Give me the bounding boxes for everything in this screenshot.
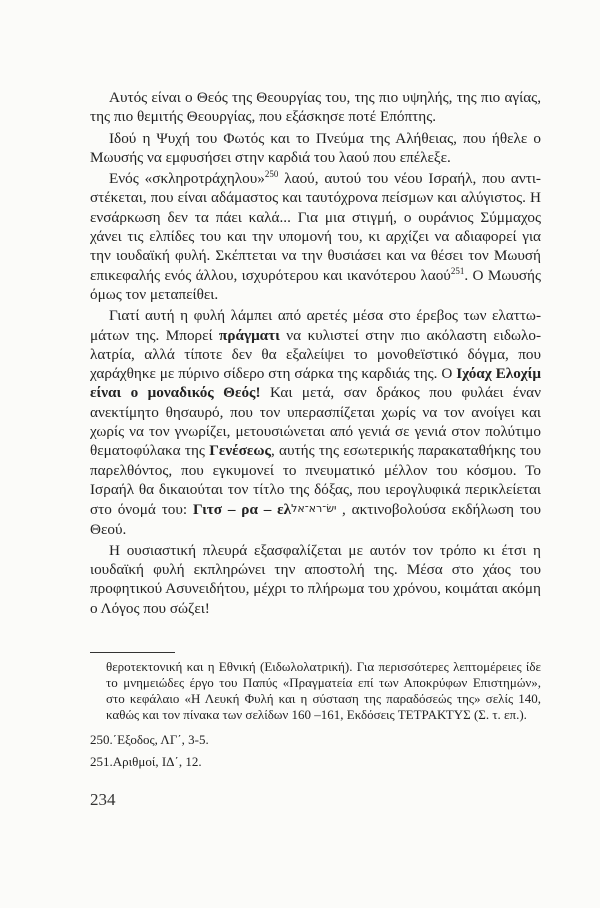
emphasis-text: Γιτσ – ρα – ελ [192,501,292,519]
footnote-continuation: θεροτεκτονική και η Εθνική (Ειδωλολατρική). Για περισσότερες λεπτομέρειες ίδε το μνημειώδες έργο του Παπύς «Πραγματεία επί των Αποκρύφων Επιστημών», στο κεφάλαιο «Η Λευκή Φυλή και η σύσταση της παραδόσεώς της» σελίς 140, καθώς και τον πίνακα των σελίδων 160 –161, Εκδόσεις ΤΕΤΡΑΚΤΥΣ (Σ. τ. επ.). [106,659,541,722]
footnote-250 [90,732,209,748]
hebrew-text: ישׂ־רא־אל [291,502,342,516]
paragraph [90,169,541,304]
text-segment: Και μετά, σαν δράκος που φυλάει έναν ανεκτίμητο θησαυρό, που τον υπερασπίζεται χωρίς να τον ανοίγει και χωρίς να τον γνωρίζει, μετουσιώνεται από γενιά σε γενιά στον πολύτιμο θεματοφύλακα της [90,384,541,460]
text-segment: Γιατί αυτή η φυλή λάμπει από αρετές μέσα στο έρεβος των ελαττωμάτων της. Μπορεί [90,307,541,344]
page-number: 234 [90,790,116,809]
paragraph [90,88,541,127]
paragraph [90,129,541,168]
emphasis-text: Γενέσεως [209,442,271,460]
footnote-reference: 250 [264,169,279,180]
paragraph [90,541,541,618]
text-segment: Η ουσιαστική πλευρά εξασφαλίζεται με αυτόν τον τρόπο κι έτσι η ιουδαϊκή φυλή εκπληρώνει την αποστολή της. Μέσα στο χάος του προφητικού Ασυνειδήτου, μέχρι το πλήρωμα του χρόνου, κοιμάται ακόμη ο Λόγος που σώζει! [90,541,541,617]
text-segment: . Ο Μωυσής όμως τον μεταπείθει. [90,266,541,303]
text-segment: Αυτός είναι ο Θεός της Θεουργίας του, της πιο υψηλής, της πιο αγίας, της πιο θεμιτής Θεουργίας, που εξάσκησε ποτέ Επόπτης. [90,89,541,126]
text-segment: Ιδού η Ψυχή του Φωτός και το Πνεύμα της Αλήθειας, που ήθελε ο Μωυσής να εμφυσήσει στην καρδιά του λαού που επέλεξε. [90,129,541,166]
text-segment: , ακτινοβολούσα εκδήλωση του Θεού. [90,501,541,538]
footnote-reference: 251 [450,265,465,276]
footnote-number: 251. [90,754,113,769]
text-segment: Ενός «σκληροτράχηλου» [109,170,265,188]
emphasis-text: πράγματι [219,326,280,344]
body-text [90,88,541,618]
text-segment: να κυλιστεί στην πιο ακόλαστη ειδωλολατρία, αλλά τίποτε δεν θα εξαλείψει το μονοθεϊστικό δόγμα, που χαράχθηκε με πύρινο σίδερο στη σάρκα της καρδιάς της. Ο [90,326,542,383]
footnote-number: 250. [90,732,113,747]
paragraph [90,306,541,539]
footnote-text: Αριθμοί, ΙΔ΄, 12. [112,754,202,769]
footnote-text: ΄Εξοδος, ΛΓ΄, 3-5. [112,732,209,747]
emphasis-text: Ιχόαχ Ελοχίμ είναι ο μοναδικός Θεός! [90,365,541,402]
footnote-separator [90,652,175,653]
text-segment: λαού, αυτού του νέου Ισραήλ, που αντιστέκεται, που είναι αδάμαστος και ταυτόχρονα πείσμων και αλύγιστος. Η ενσάρκωση δεν τα πάει καλά... Για μια στιγμή, ο ουράνιος Σύμμαχος χάνει τις ελπίδες του και την υπομονή του, κι αρχίζει να αδιαφορεί για την ιουδαϊκή φυλή. Σκέπτεται να την θυσιάσει και να θέσει τον Μωυσή επικεφαλής ενός άλλου, ισχυρότερου και ικανότερου λαού [90,170,541,284]
text-segment: , αυτής της εσωτερικής παρακαταθήκης του παρελθόντος, που εγκυμονεί το πνευματικό μέλλον του κόσμου. Το Ισραήλ θα δικαιούται τον τίτλο της δόξας, που ιερογλυφικά περικλείεται στο όνομά του: [90,442,542,519]
footnote-251 [90,754,202,770]
page-body [90,88,541,618]
footnotes [90,659,541,769]
